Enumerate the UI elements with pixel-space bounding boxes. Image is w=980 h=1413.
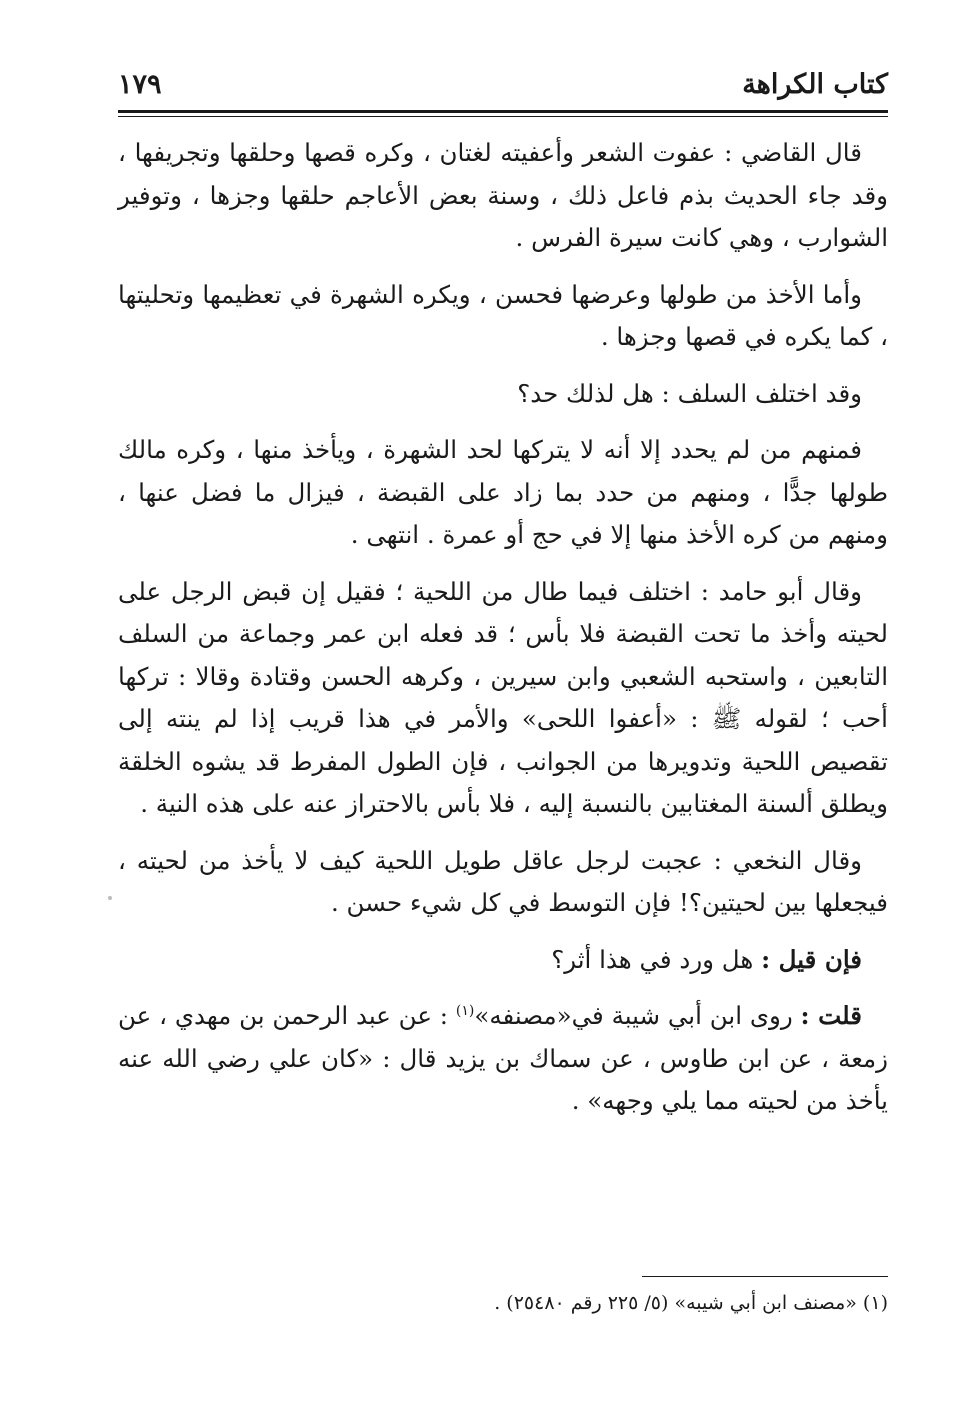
paragraph: وقال النخعي : عجبت لرجل عاقل طويل اللحية كيف لا يأخذ من لحيته ، فيجعلها بين لحيتين؟! فإن التوسط في كل شيء حسن . — [118, 845, 888, 917]
answer-text-before: روى ابن أبي شيبة في«مصنفه» — [474, 1001, 801, 1030]
answer-paragraph — [118, 995, 888, 1123]
footnote-ref-mark[interactable]: (١) — [455, 1002, 475, 1019]
footnote: (١) «مصنف ابن أبي شيبه» (٥/ ٢٢٥ رقم ٢٥٤٨٠) . — [494, 1292, 888, 1314]
header-rule-thin — [118, 116, 888, 117]
paragraph: قال القاضي : عفوت الشعر وأعفيته لغتان ، وكره قصها وحلقها وتجريفها ، وقد جاء الحديث بذم فاعل ذلك ، وسنة بعض الأعاجم حلقها وجزها ، وتوفير الشوارب ، وهي كانت سيرة الفرس . — [118, 138, 888, 252]
paragraph: وقال أبو حامد : اختلف فيما طال من اللحية ؛ فقيل إن قبض الرجل على لحيته وأخذ ما تحت القبضة فلا بأس ؛ قد فعله ابن عمر وجماعة من السلف التابعين ، واستحبه الشعبي وابن سيرين ، وكرهه الحسن وقتادة وقالا : تركها أحب ؛ لقوله ﷺ : «أعفوا اللحى» والأمر في هذا قريب إذا لم ينته إلى تقصيص اللحية وتدويرها من الجوانب ، فإن الطول المفرط قد يشوه الخلقة ويطلق ألسنة المغتابين بالنسبة إليه ، فلا بأس بالاحتراز عنه على هذه النية . — [118, 576, 888, 818]
page-header — [118, 62, 888, 106]
question-text: هل ورد في هذا أثر؟ — [551, 944, 762, 974]
header-rule-thick — [118, 110, 888, 113]
paragraph: فمنهم من لم يحدد إلا أنه لا يتركها لحد الشهرة ، ويأخذ منها ، وكره مالك طولها جدًّا ، ومنهم من حدد بما زاد على القبضة ، فيزال ما فضل عنها ، ومنهم من كره الأخذ منها إلا في حج أو عمرة . انتهى . — [118, 435, 888, 549]
footnote-separator — [642, 1276, 888, 1277]
paragraph: وقد اختلف السلف : هل لذلك حد؟ — [517, 378, 862, 408]
paragraph: وأما الأخذ من طولها وعرضها فحسن ، ويكره الشهرة في تعظيمها وتحليتها ، كما يكره في قصها وجزها . — [118, 279, 888, 351]
question-paragraph — [118, 939, 888, 982]
scan-speck — [108, 896, 112, 900]
question-lead: فإن قيل : — [761, 944, 862, 974]
page-number: ١٧٩ — [118, 68, 162, 100]
answer-lead: قلت : — [800, 1001, 862, 1030]
answer-text-after: : عن عبد الرحمن بن مهدي ، عن زمعة ، عن ابن طاوس ، عن سماك بن يزيد قال : «كان علي رضي الله عنه يأخذ من لحيته مما يلي وجهه» . — [118, 1001, 888, 1115]
running-title: كتاب الكراهة — [742, 68, 888, 100]
body-text — [118, 132, 888, 1137]
